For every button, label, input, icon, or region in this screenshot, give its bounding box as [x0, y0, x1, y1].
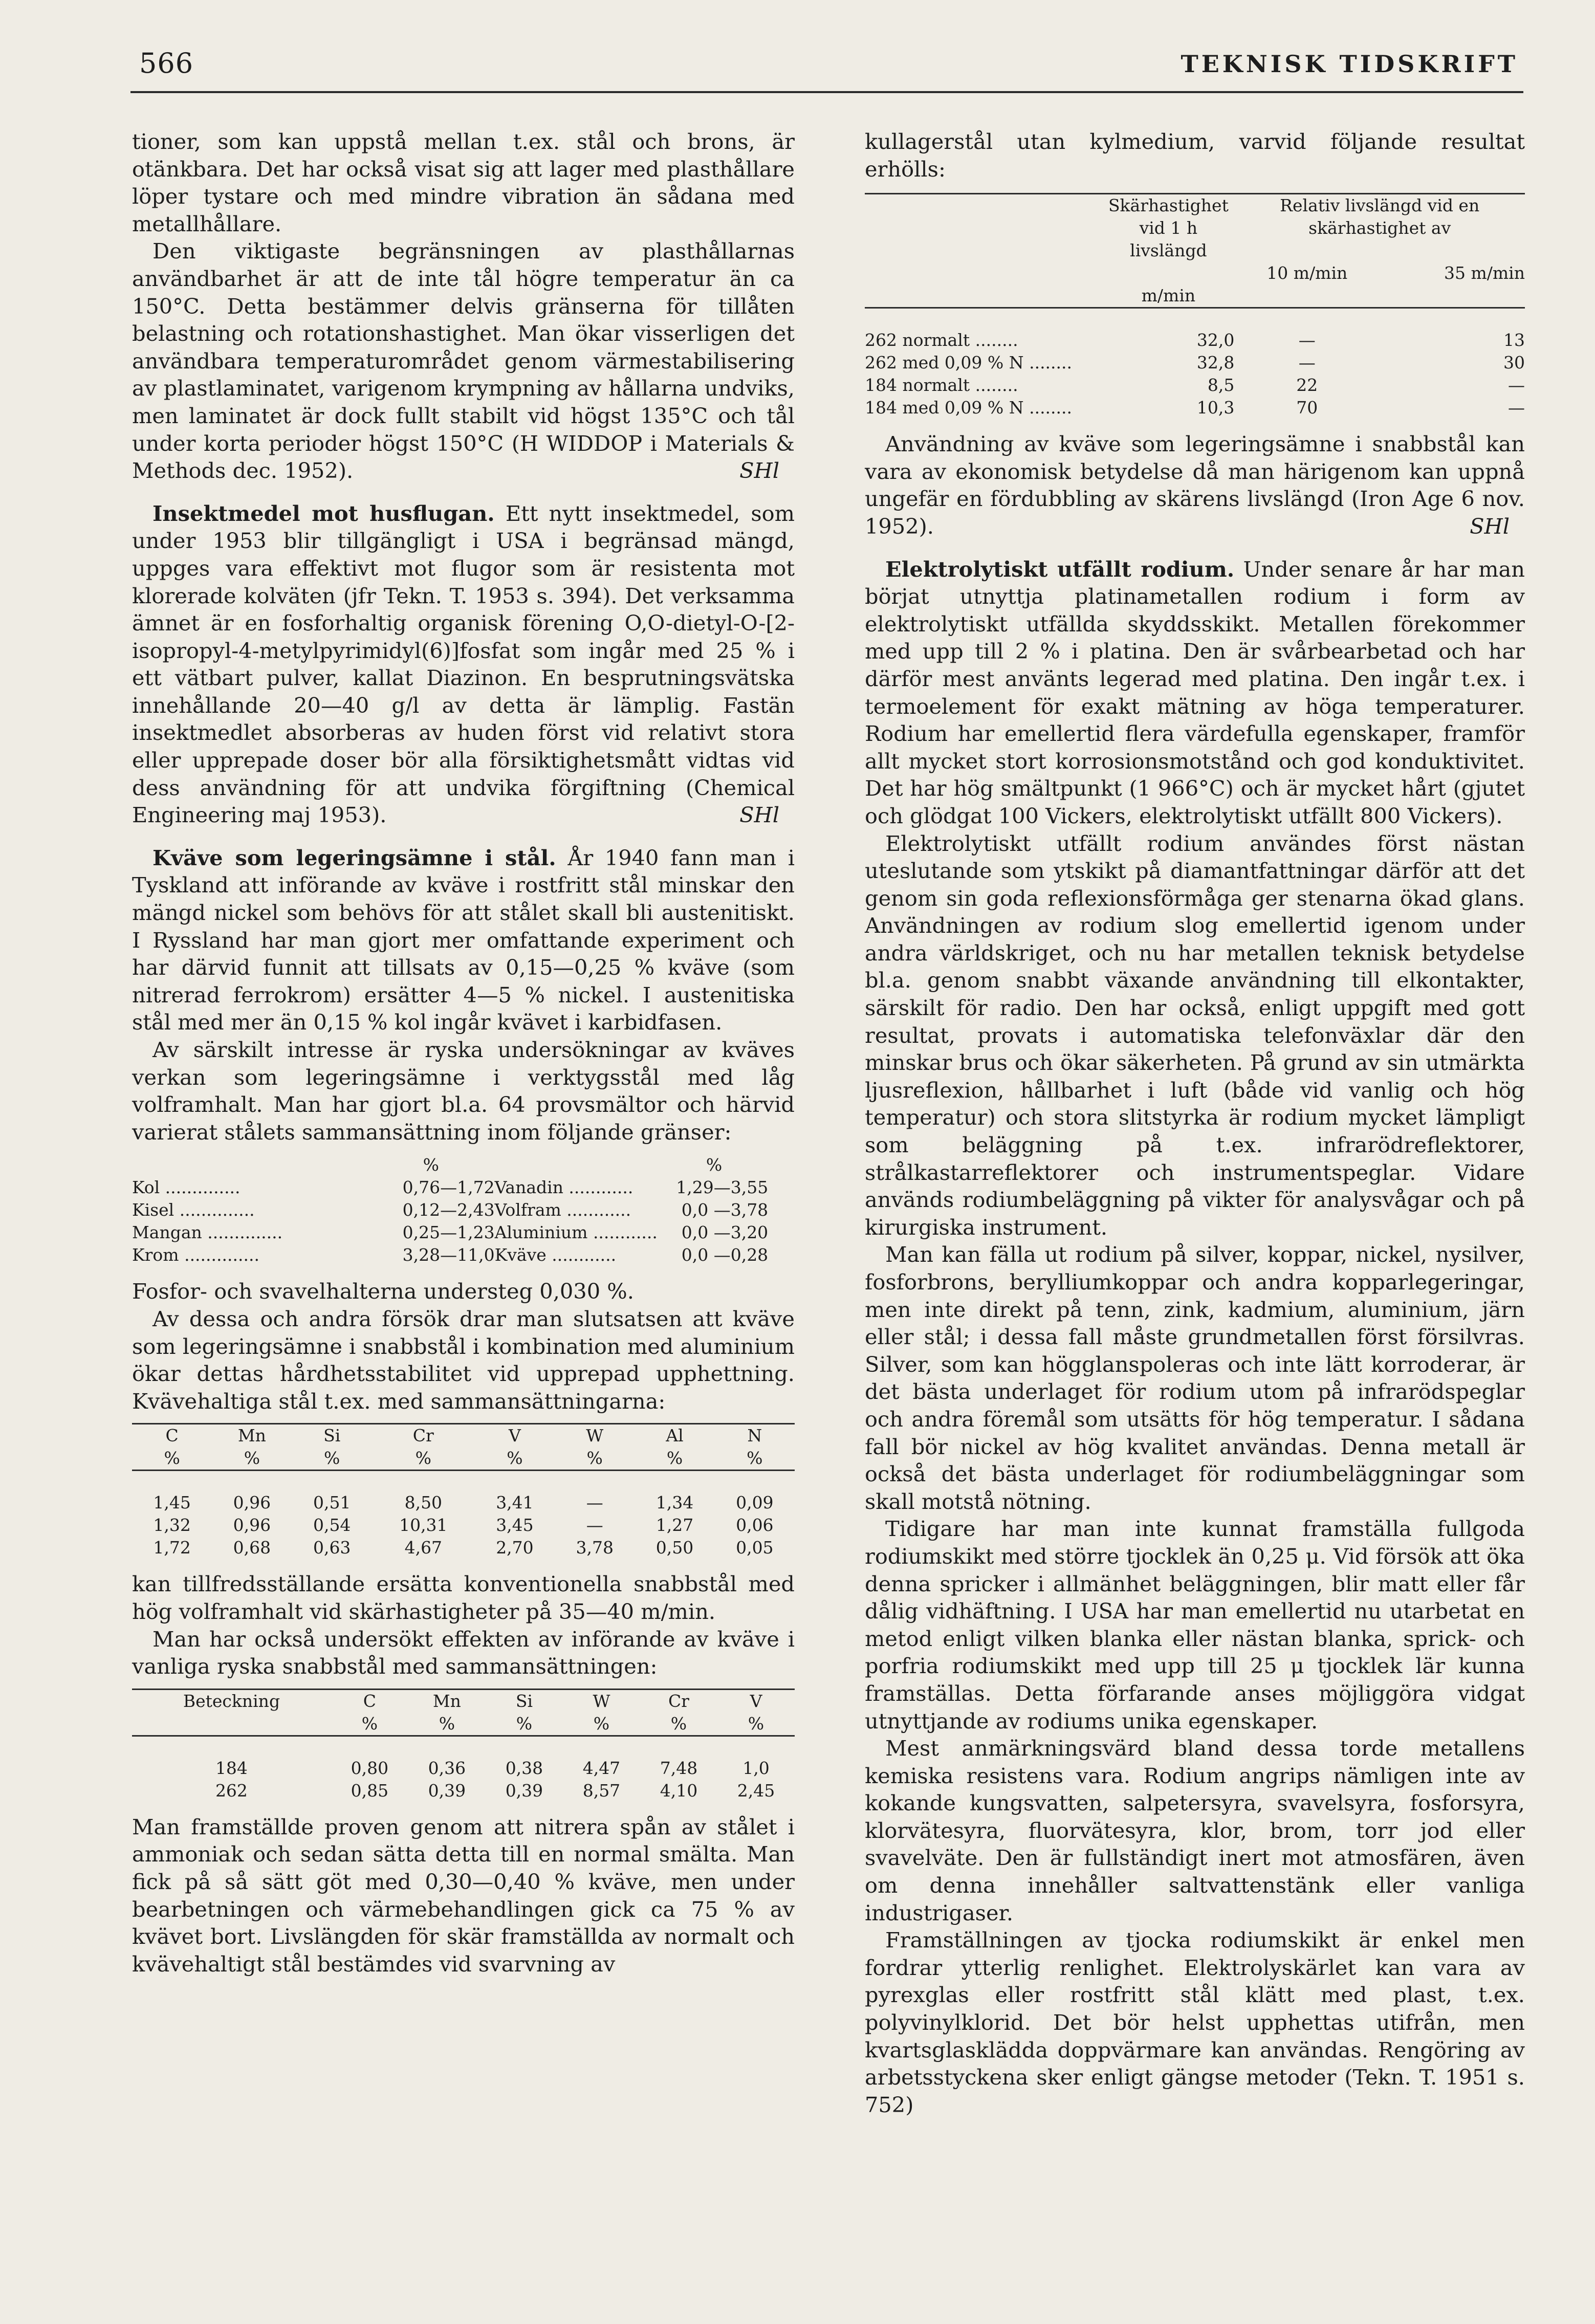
spacer-row [132, 1471, 795, 1492]
author-signature: SHl [1470, 513, 1510, 539]
percent-label: % [706, 1155, 723, 1175]
paragraph: Fosfor- och svavelhalterna understeg 0,030 %. [132, 1279, 634, 1304]
unit-label: % [292, 1447, 372, 1471]
table-row [132, 1199, 768, 1221]
table-cell: — [1508, 398, 1525, 418]
table-cell: 1,34 [656, 1493, 694, 1513]
table-row [865, 397, 1525, 419]
paragraph: Man framställde proven genom att nitrera spån av stålet i ammoniak och sedan sätta detta till en normal smälta. Man fick på så sätt göt med 0,30—0,40 % kväve, men under bearbetningen och värmebehandlingen gick ca 75 % av kvävet bort. Livslängden för skär framställda av normalt och kvävehaltigt stål bestämdes vid svarvning av [132, 1814, 795, 1977]
element-name: Kol .............. [132, 1177, 241, 1198]
unit-label: % [563, 1713, 640, 1736]
paragraph: Av särskilt intresse är ryska undersökningar av kväves verkan som legeringsämne i verktygsstål med låg volframhalt. Man har gjort bl.a. 64 provsmältor och härvid varierat stålets sammansättning inom följande gränser: [132, 1037, 795, 1145]
journal-title: TEKNISK TIDSKRIFT [1181, 50, 1518, 78]
page-number: 566 [139, 47, 194, 79]
unit-label: m/min [1102, 284, 1234, 308]
unit-label: % [715, 1447, 795, 1471]
table-cell: 1,27 [656, 1515, 694, 1536]
table-cell: — [1508, 375, 1525, 396]
tool-life-table [865, 193, 1525, 419]
element-name: Aluminium ............ [494, 1222, 658, 1243]
table-cell: 4,47 [582, 1758, 621, 1778]
paragraph-text: Den viktigaste begränsningen av plasthållarnas användbarhet är att de inte tål högre temperatur än ca 150°C. Detta bestämmer delvis gränserna för tillåten belastning och rotationshastighet. Man ökar visserligen det användbara temperaturområdet genom värmestabilisering av plastlaminatet, varigenom krympning av hållarna undviks, men laminatet är dock fullt stabilt vid högst 135°C och tål under korta perioder högst 150°C (H WIDDOP i Materials & Methods dec. 1952). [132, 238, 795, 484]
table-cell: 7,48 [660, 1758, 698, 1778]
article-kvave [132, 844, 795, 1036]
table-cell: 1,72 [153, 1538, 191, 1558]
table-cell: 4,67 [404, 1538, 443, 1558]
element-range: 3,28—11,0 [402, 1245, 495, 1265]
article-rodium [865, 556, 1525, 830]
paragraph: tioner, som kan uppstå mellan t.ex. stål och brons, är otänkbara. Det har också visat sig att lager med plasthållare löper tystare och med mindre vibration än sådana med metallhållare. [132, 129, 795, 236]
table-row [865, 329, 1525, 352]
right-column [865, 128, 1525, 2118]
table-cell: 2,45 [737, 1780, 775, 1801]
element-range: 1,29—3,55 [676, 1177, 769, 1198]
article-text: Under senare år har man börjat utnyttja platinametallen rodium i form av elektrolytiskt utfällda skyddsskikt. Metallen förekommer med upp till 2 % i platina. Den är svårbearbetad och har därför mest använts legerad med platina. Den ingår t.ex. i termoelement för exakt mätning av höga temperaturer. Rodium har emellertid flera värdefulla egenskaper, framför allt mycket stort korrosionsmotstånd och god konduktivitet. Det har hög smältpunkt (1 966°C) och är mycket hårt (gjutet och glödgat 100 Vickers, elektrolytiskt utfällt 800 Vickers). [865, 556, 1525, 828]
table-cell: 10,31 [399, 1515, 448, 1536]
paragraph: Man har också undersökt effekten av införande av kväve i vanliga ryska snabbstål med sammansättningen: [132, 1626, 795, 1679]
column-header: Al [635, 1424, 714, 1448]
paragraph: kullagerstål utan kylmedium, varvid följande resultat erhölls: [865, 129, 1525, 182]
unit-label: % [132, 1447, 212, 1471]
table-cell: 4,10 [660, 1780, 698, 1801]
table-cell: 1,32 [153, 1515, 191, 1536]
composition-limits-table [132, 1154, 768, 1266]
header-rule [130, 91, 1523, 93]
column-header: C [132, 1424, 212, 1448]
table-row [865, 374, 1525, 397]
element-name: Kisel .............. [132, 1200, 255, 1220]
table-cell: — [586, 1493, 603, 1513]
column-header: W [563, 1689, 640, 1713]
article-heading: Elektrolytiskt utfällt rodium. [885, 556, 1235, 582]
steel-label: 262 normalt ........ [865, 330, 1018, 350]
article-insektmedel [132, 500, 795, 829]
table-cell: 184 [215, 1758, 248, 1778]
unit-label: % [486, 1713, 563, 1736]
table-cell: 8,57 [582, 1780, 621, 1801]
article-heading: Insektmedel mot husflugan. [152, 500, 495, 526]
element-name: Mangan .............. [132, 1222, 283, 1243]
paragraph [132, 237, 795, 484]
table-cell: 30 [1503, 353, 1525, 373]
table-cell: — [586, 1515, 603, 1536]
table-cell: 0,09 [736, 1493, 774, 1513]
paragraph: Elektrolytiskt utfällt rodium användes först nästan uteslutande som ytskikt på diamantfattningar därför att det genom sin goda reflexionsförmåga ger stenarna ökad glans. Användningen av rodium slog emellertid igenom under andra världskriget, och nu har metallen teknisk betydelse bl.a. genom snabbt växande användning till elkontakter, särskilt för radio. Den har också, enligt uppgift med gott resultat, provats i automatiska telefonväxlar där den minskar brus och ökar säkerheten. På grund av sin utmärkta ljusreflexion, hållbarhet i luft (både vid vanlig och hög temperatur) och stora slitstyrka är rodium mycket lämpligt som beläggning på t.ex. infrarödreflektorer, strålkastarreflektorer och instrumentspeglar. Vidare används rodiumbeläggning på vikter för analysvågar och på kirurgiska instrument. [865, 830, 1525, 1240]
table-row [132, 1757, 795, 1780]
element-range: 0,12—2,43 [402, 1200, 495, 1220]
unit-label: % [635, 1447, 714, 1471]
paragraph [865, 430, 1525, 540]
table-cell: 0,39 [505, 1780, 543, 1801]
unit-label: % [212, 1447, 292, 1471]
table-row [132, 1176, 768, 1199]
column-header: 35 m/min [1444, 263, 1525, 283]
unit-label: % [331, 1713, 408, 1736]
unit-label: % [640, 1713, 717, 1736]
element-range: 0,25—1,23 [402, 1222, 495, 1243]
table-cell: 0,63 [313, 1538, 351, 1558]
table-cell: 0,36 [428, 1758, 466, 1778]
column-header: Skärhastighet vid 1 h livslängd [1102, 194, 1234, 262]
table-cell: 0,96 [233, 1515, 271, 1536]
column-header: 10 m/min [1266, 263, 1348, 283]
author-signature: SHl [739, 802, 779, 828]
article-heading: Kväve som legeringsämne i stål. [152, 845, 556, 870]
paragraph: Av dessa och andra försök drar man slutsatsen att kväve som legeringsämne i snabbstål i kombination med aluminium ökar dettas hårdhetsstabilitet vid upprepad upphettning. Kvävehaltiga stål t.ex. med sammansättningarna: [132, 1306, 795, 1414]
spacer-cell [132, 1736, 795, 1757]
table-cell: 1,0 [742, 1758, 770, 1778]
table-cell: 0,06 [736, 1515, 774, 1536]
table-cell: 3,45 [496, 1515, 534, 1536]
table-cell: 32,0 [1196, 330, 1235, 350]
unit-label: % [475, 1447, 555, 1471]
steel-label: 184 normalt ........ [865, 375, 1018, 396]
table-cell: 0,85 [351, 1780, 389, 1801]
column-header: V [475, 1424, 555, 1448]
column-header: N [715, 1424, 795, 1448]
unit-label: % [717, 1713, 795, 1736]
table-cell: 70 [1296, 398, 1318, 418]
table-cell: 10,3 [1196, 398, 1235, 418]
paragraph: Man kan fälla ut rodium på silver, koppar, nickel, nysilver, fosforbrons, berylliumkoppar och andra kopparlegeringar, men inte direkt på tenn, zink, kadmium, aluminium, järn eller stål; i dessa fall måste grundmetallen först försilvras. Silver, som kan högglanspoleras och inte lätt korroderar, är det bästa underlaget för rodium utom på infrarödspeglar och andra föremål som utsätts för hög temperatur. I sådana fall bör nickel av hög kvalitet användas. Denna metall är också det bästa underlaget för rodiumbeläggningar som skall motstå nötning. [865, 1242, 1525, 1514]
left-column [132, 128, 795, 1978]
table-row [132, 1492, 795, 1514]
table-cell: — [1298, 353, 1316, 373]
table-cell: 0,51 [313, 1493, 351, 1513]
element-name: Vanadin ............ [494, 1177, 633, 1198]
table-cell: 8,50 [404, 1493, 443, 1513]
table-cell: 13 [1503, 330, 1525, 350]
article-text: År 1940 fann man i Tyskland att införande av kväve i rostfritt stål minskar den mängd nickel som behövs för att stålet skall bli austenitiskt. I Ryssland har man gjort mer omfattande experiment och har därvid funnit att tillsats av 0,15—0,25 % kväve (som nitrerad ferrokrom) ersätter 4—5 % nickel. I austenitiska stål med mer än 0,15 % kol ingår kvävet i karbidfasen. [132, 845, 795, 1035]
paragraph: kan tillfredsställande ersätta konventionella snabbstål med hög volframhalt vid skärhastigheter på 35—40 m/min. [132, 1571, 795, 1624]
table-cell: 0,54 [313, 1515, 351, 1536]
unit-label: % [555, 1447, 635, 1471]
column-header: Mn [408, 1689, 486, 1713]
column-header: W [555, 1424, 635, 1448]
percent-label: % [423, 1155, 439, 1175]
element-range: 0,76—1,72 [402, 1177, 495, 1198]
table-cell: 262 [215, 1780, 248, 1801]
table-row [132, 1537, 795, 1559]
element-range: 0,0 —3,78 [681, 1200, 769, 1220]
column-header: Si [486, 1689, 563, 1713]
table-row [132, 1221, 768, 1244]
element-range: 0,0 —0,28 [681, 1245, 769, 1265]
alloy-composition-table [132, 1423, 795, 1559]
table-cell: 0,80 [351, 1758, 389, 1778]
table-cell: 8,5 [1207, 375, 1235, 396]
table-cell: — [1298, 330, 1316, 350]
table-row [132, 1780, 795, 1802]
unit-label: % [408, 1713, 486, 1736]
column-header: Beteckning [132, 1689, 331, 1713]
table-cell: 0,39 [428, 1780, 466, 1801]
element-range: 0,0 —3,20 [681, 1222, 769, 1243]
table-cell: 2,70 [496, 1538, 534, 1558]
column-header: Relativ livslängd vid en skärhastighet av [1234, 194, 1525, 262]
table-row [865, 352, 1525, 374]
column-header: C [331, 1689, 408, 1713]
steel-label: 262 med 0,09 % N ........ [865, 353, 1073, 373]
table-cell: 0,68 [233, 1538, 271, 1558]
table-cell: 1,45 [153, 1493, 191, 1513]
table-cell: 0,05 [736, 1538, 774, 1558]
column-header: Mn [212, 1424, 292, 1448]
spacer-row [132, 1736, 795, 1757]
paragraph: Framställningen av tjocka rodiumskikt är enkel men fordrar ytterlig renlighet. Elektrolyskärlet kan vara av pyrexglas eller rostfritt stål klätt med plast, t.ex. polyvinylklorid. Det bör helst upphettas utifrån, men kvartsglasklädda doppvärmare kan användas. Rengöring av arbetsstyckena sker enligt gängse metoder (Tekn. T. 1951 s. 752) [865, 1927, 1525, 2117]
element-name: Krom .............. [132, 1245, 259, 1265]
paragraph: Mest anmärkningsvärd bland dessa torde metallens kemiska resistens vara. Rodium angrips nämligen inte av kokande kungsvatten, salpetersyra, svavelsyra, fosforsyra, klorvätesyra, fluorvätesyra, klor, brom, torr jod eller svavelväte. Den är fullständigt inert mot atmosfären, även om denna innehåller saltvattenstänk eller vanliga industrigaser. [865, 1736, 1525, 1925]
table-cell: 3,41 [496, 1493, 534, 1513]
table-cell: 0,38 [505, 1758, 543, 1778]
table-cell: 0,96 [233, 1493, 271, 1513]
steel-label: 184 med 0,09 % N ........ [865, 398, 1073, 418]
table-cell: 3,78 [576, 1538, 614, 1558]
article-text: Ett nytt insektmedel, som under 1953 blir tillgängligt i USA i begränsad mängd, uppges vara effektivt mot flugor som är resistenta mot klorerade kolväten (jfr Tekn. T. 1953 s. 394). Det verksamma ämnet är en fosforhaltig organisk förening O,O-dietyl-O-[2-isopropyl-4-metylpyrimidyl(6)]fosfat som ingår med 25 % i ett vätbart pulver, kallat Diazinon. En besprutningsvätska innehållande 20—40 g/l av detta är lämplig. Fastän insektmedlet absorberas av huden först vid relativt stora eller upprepade doser bör alla försiktighetsmått vidtas vid dess användning för att undvika förgiftning (Chemical Engineering maj 1953). [132, 500, 795, 828]
column-header: Cr [372, 1424, 475, 1448]
column-header: V [717, 1689, 795, 1713]
spacer-cell [132, 1471, 795, 1492]
russian-steel-table [132, 1689, 795, 1802]
paragraph: Tidigare har man inte kunnat framställa fullgoda rodiumskikt med större tjocklek än 0,25 μ. Vid försök att öka denna spricker i allmänhet beläggningen, blir matt eller får dålig vidhäftning. I USA har man emellertid nu utarbetat en metod enligt vilken blanka eller nästan blanka, sprick- och porfria rodiumskikt med upp till 25 μ tjocklek lär kunna framställas. Detta förfarande anses möjliggöra vidgat utnyttjande av rodiums unika egenskaper. [865, 1516, 1525, 1734]
table-cell: 22 [1296, 375, 1318, 396]
element-name: Kväve ............ [494, 1245, 617, 1265]
table-cell: 32,8 [1196, 353, 1235, 373]
column-header: Cr [640, 1689, 717, 1713]
table-row [132, 1244, 768, 1266]
element-name: Volfram ............ [494, 1200, 631, 1220]
table-row [132, 1514, 795, 1537]
paragraph-text: Användning av kväve som legeringsämne i snabbstål kan vara av ekonomisk betydelse då man härigenom kan uppnå ungefär en fördubbling av skärens livslängd (Iron Age 6 nov. 1952). [865, 431, 1525, 539]
author-signature: SHl [739, 458, 779, 484]
unit-label [132, 1713, 331, 1736]
table-cell: 0,50 [656, 1538, 694, 1558]
column-header: Si [292, 1424, 372, 1448]
unit-label: % [372, 1447, 475, 1471]
